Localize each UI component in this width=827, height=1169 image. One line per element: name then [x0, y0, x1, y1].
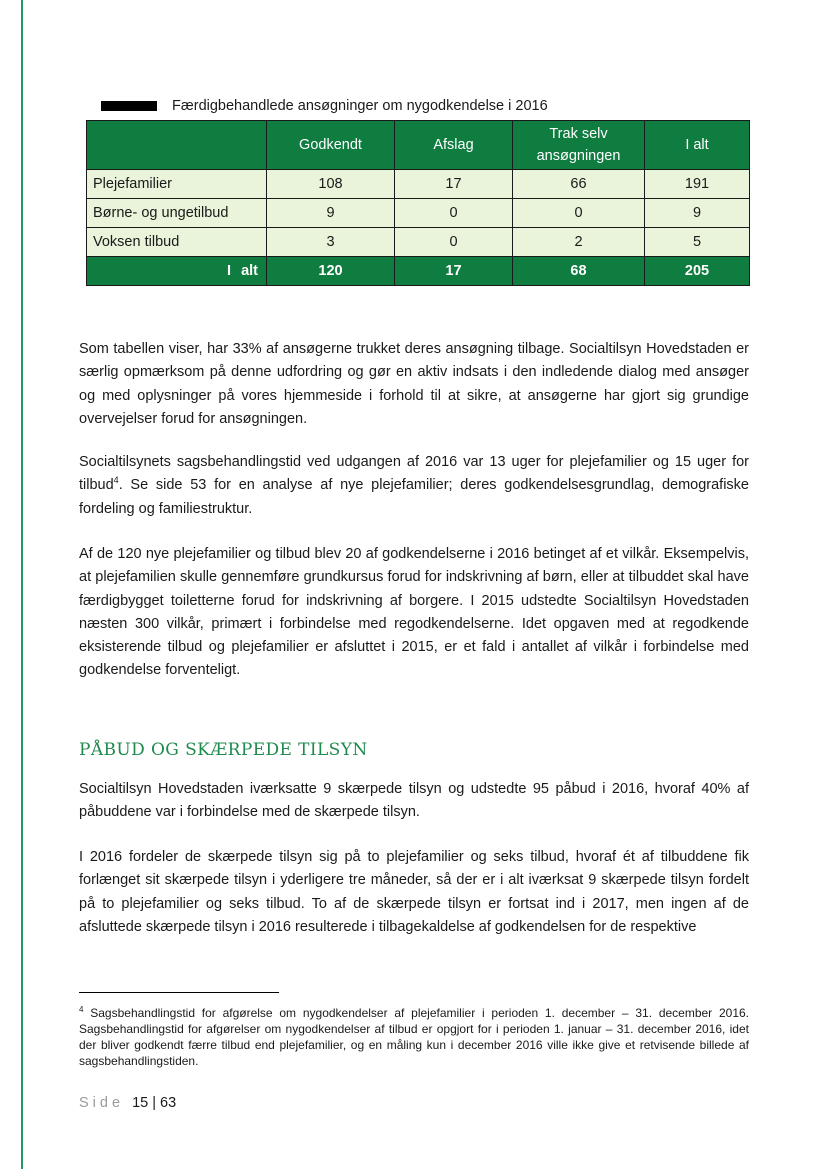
table-cell: 108 [267, 170, 395, 199]
paragraph-orders: Socialtilsyn Hovedstaden iværksatte 9 skærpede tilsyn og udstedte 95 påbud i 2016, hvoraf 40% af påbuddene var i forbindelse med de skærpede tilsyn. [79, 781, 749, 821]
header-cell-godkendt: Godkendt [267, 121, 395, 170]
page-word: Side [79, 1095, 125, 1111]
total-cell: 17 [395, 257, 513, 286]
footnote-reference[interactable]: 4 [113, 475, 119, 486]
header-cell-afslag: Afslag [395, 121, 513, 170]
paragraph-processing-time-text-cont: . Se side 53 for en analyse af nye plejefamilier; deres godkendelsesgrundlag, demografiske fordeling og familiestruktur. [79, 477, 749, 517]
footnote-divider [79, 992, 279, 993]
page-current: 15 [132, 1095, 149, 1111]
table-row [87, 228, 750, 257]
footnote-number: 4 [79, 1005, 84, 1014]
page-separator: | [152, 1095, 157, 1111]
paragraph-withdrawals: Som tabellen viser, har 33% af ansøgerne trukket deres ansøgning tilbage. Socialtilsyn Hovedstaden er særlig opmærksom på denne udfordring og gør en aktiv indsats i den indledende dialog med ansøger og med oplysninger på vores hjemmeside i forhold til at sikre, at ansøgerne har gjort sig grundige overvejelser forud for ansøgningen. [79, 341, 749, 427]
total-cell: 68 [513, 257, 645, 286]
paragraph-processing-time-text: Socialtilsynets sagsbehandlingstid ved udgangen af 2016 var 13 uger for plejefamilier og 15 uger for tilbud [79, 454, 749, 494]
table-cell: 191 [645, 170, 750, 199]
page-total: 63 [160, 1095, 177, 1111]
table-row [87, 199, 750, 228]
header-cell-trak-selv: Trak selv ansøgningen [513, 121, 645, 170]
section-heading: PÅBUD OG SKÆRPEDE TILSYN [79, 740, 368, 760]
page-left-rule [21, 0, 23, 1169]
header-cell-i-alt: I alt [645, 121, 750, 170]
page-number [79, 1095, 176, 1111]
paragraph-conditions: Af de 120 nye plejefamilier og tilbud blev 20 af godkendelserne i 2016 betinget af et vilkår. Eksempelvis, at plejefamilien skulle gennemføre grundkursus forud for indskrivning af børn, eller at tilbuddet skal have færdigbygget toiletterne forud for indskrivning af borgere. I 2015 udstedte Socialtilsyn Hovedstaden næsten 300 vilkår, primært i forbindelse med regodkendelserne. Idet opgaven med at regodkende eksisterende tilbud og plejefamilier er afsluttet i 2015, er et fald i antallet af vilkår i forbindelse med godkendelse forventeligt. [79, 546, 749, 679]
total-cell: 120 [267, 257, 395, 286]
applications-table [86, 120, 750, 286]
total-label: I alt [87, 257, 267, 286]
table-total-row [87, 257, 750, 286]
table-caption-text: Færdigbehandlede ansøgninger om nygodkendelse i 2016 [172, 98, 548, 114]
table-cell: 2 [513, 228, 645, 257]
header-cell-empty [87, 121, 267, 170]
table-cell: 0 [395, 199, 513, 228]
table-cell: 9 [267, 199, 395, 228]
row-label: Børne- og ungetilbud [87, 199, 267, 228]
footnote-text: Sagsbehandlingstid for afgørelse om nygodkendelser af plejefamilier i perioden 1. december – 31. december 2016. Sagsbehandlingstid for afgørelser om nygodkendelser af tilbud er opgjort for i perioden 1. januar – 31. december 2016, idet der bliver godkendt færre tilbud end plejefamilier, og en måling kun i december 2016 ville ikke give et retvisende billede af sagsbehandlingstiden. [79, 1006, 749, 1068]
table-cell: 17 [395, 170, 513, 199]
table-header-row [87, 121, 750, 170]
table-cell: 0 [513, 199, 645, 228]
total-cell: 205 [645, 257, 750, 286]
table-cell: 66 [513, 170, 645, 199]
row-label: Plejefamilier [87, 170, 267, 199]
table-caption [101, 97, 548, 115]
footnote [79, 1005, 749, 1069]
paragraph-supervisions: I 2016 fordeler de skærpede tilsyn sig på to plejefamilier og seks tilbud, hvoraf ét af tilbuddene fik forlænget sit skærpede tilsyn i yderligere tre måneder, så der er i alt iværksat 9 skærpede tilsyn fordelt på to plejefamilier og seks tilbud. To af de skærpede tilsyn er fortsat ind i 2017, men ingen af de afsluttede skærpede tilsyn i 2016 resulterede i tilbagekaldelse af godkendelsen for de respektive [79, 849, 749, 935]
table-row [87, 170, 750, 199]
table-cell: 9 [645, 199, 750, 228]
table-cell: 5 [645, 228, 750, 257]
row-label: Voksen tilbud [87, 228, 267, 257]
table-cell: 3 [267, 228, 395, 257]
table-cell: 0 [395, 228, 513, 257]
paragraph-processing-time [79, 451, 749, 521]
caption-black-bar [101, 101, 157, 111]
